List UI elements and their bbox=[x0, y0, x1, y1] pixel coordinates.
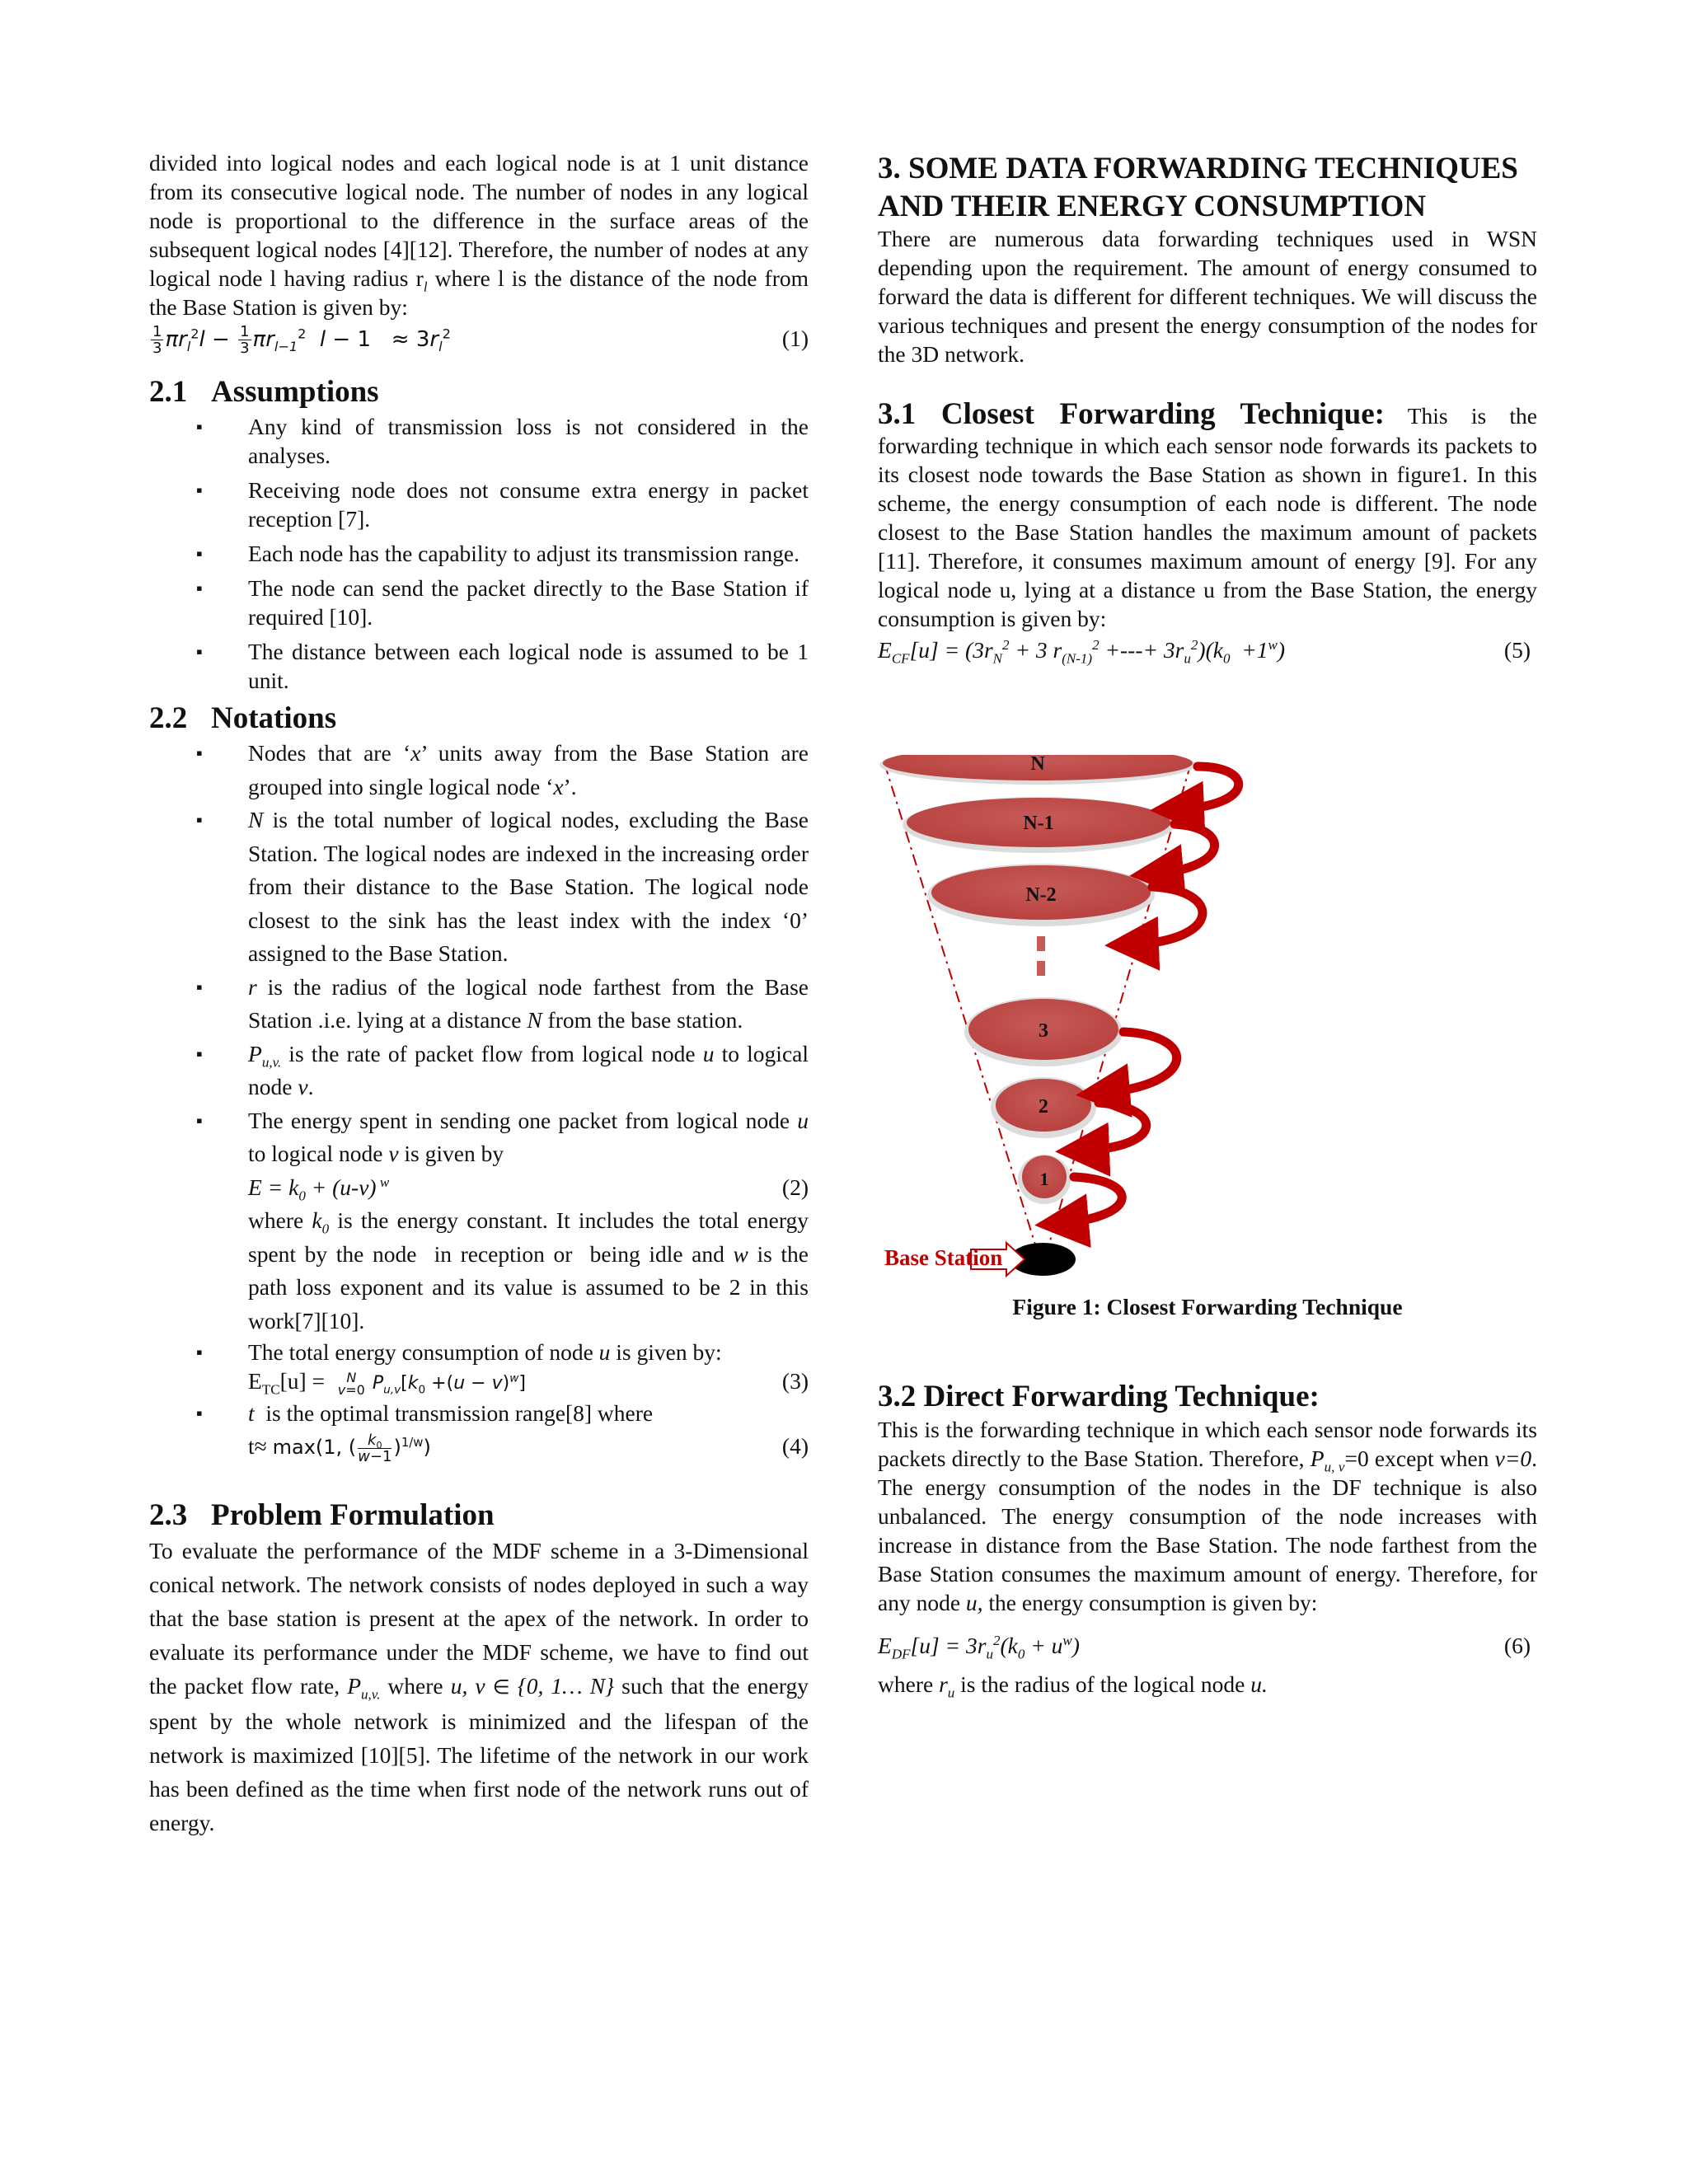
figure-1-caption: Figure 1: Closest Forwarding Technique bbox=[1012, 1294, 1403, 1319]
equation-3-number: (3) bbox=[781, 1368, 809, 1394]
equation-5: $E_{CF}[u] = (3r_N^2 + 3$ $r_{(N-1)}^2$ +---+ $3r_u^2)(k_0 +1^w)$ (5) bbox=[878, 635, 1537, 666]
disc-n bbox=[879, 755, 1196, 785]
section-3-text: There are numerous data forwarding techniques used in WSN depending upon the requirement. The amount of energy consumed to forward the data is different for different techniques. We will discuss the various techniques and present the energy consumption of the nodes for the 3D network. bbox=[878, 226, 1537, 367]
equation-4-number: (4) bbox=[781, 1433, 809, 1459]
equation-6-number: (6) bbox=[1503, 1633, 1531, 1658]
base-station-label: Base Station bbox=[884, 1245, 1003, 1270]
where-text: where $r_u$ is the radius of the logical node u. bbox=[878, 1671, 1268, 1701]
notations-list bbox=[149, 737, 809, 1466]
equation-5-number: (5) bbox=[1503, 637, 1531, 663]
equation-1-body: $\frac{1}{3}$ $\pi r_l^2l$ − $\frac{1}{3}$ $\pi r_{l-1}^2$ $l - 1 \approx 3r_l^2$ bbox=[152, 323, 451, 357]
list-item: ▪ t is the optimal transmission range[8] where t≈ max(1, ( $\frac{k_0}{w-1}$ )$^{1/w}$) (4) bbox=[248, 1399, 809, 1466]
disc-3 bbox=[964, 997, 1123, 1066]
disc-label-n-2: N-2 bbox=[1025, 884, 1057, 906]
problem-formulation-text: To evaluate the performance of the MDF scheme in a 3-Dimensional conical network. The network consists of nodes deployed in such a way that the base station is present at the apex of the network. In order to evaluate its performance under the MDF scheme, we have to find out the packet flow rate, $P_{u,v.}$ where u, v ∈ {0, 1… N} such that the energy spent by the whole network is minimized and the lifespan of the network is maximized [10][5]. The lifetime of the network in our work has been defined as the time when first node of the network runs out of energy. bbox=[149, 1538, 809, 1835]
section-3-1-paragraph: 3.1 Closest Forwarding Technique: This is the forwarding technique in which each sensor node forwards its packets to its closest node towards the Base Station as shown in figure1. In this scheme, the energy consumption of each node is different. The node closest to the Base Station handles the maximum amount of packets [11]. Therefore, it consumes maximum amount of energy [9]. For any logical node u, lying at a distance u from the Base Station, the energy consumption is given by: bbox=[878, 397, 1537, 631]
disc-2 bbox=[991, 1077, 1096, 1138]
list-item: ▪ The total energy consumption of node u is given by: $E_{TC}[u]$ = N v=0 $P_{u,v}[k_0 +(u - v)^w]$ (3) bbox=[248, 1338, 809, 1399]
list-item: ▪ r is the radius of the logical node farthest from the Base Station .i.e. lying at a distance N from the base station. bbox=[248, 971, 809, 1038]
list-item: ▪ The distance between each logical node is assumed to be 1 unit. bbox=[248, 637, 809, 695]
equation-1-number: (1) bbox=[781, 326, 809, 351]
assumptions-list bbox=[149, 412, 809, 695]
section-3-2-text: This is the forwarding technique in which each sensor node forwards its packets directly to the Base Station. Therefore, $P_{u, v}=0$ except when v=0. The energy consumption of the nodes in the DF technique is also unbalanced. The energy consumption of the node increases with increase in distance from the Base Station. The node farthest from the Base Station consumes the maximum amount of energy. Therefore, for any node u, the energy consumption is given by: bbox=[878, 1417, 1537, 1615]
disc-label-n-1: N-1 bbox=[1023, 813, 1054, 834]
section-2-1-heading: 2.1 Assumptions bbox=[149, 375, 379, 409]
arrow-1 bbox=[1062, 1177, 1122, 1223]
section-2-3-heading: 2.3 Problem Formulation bbox=[149, 1498, 495, 1532]
equation-2-number: (2) bbox=[781, 1174, 809, 1200]
disc-n-2 bbox=[927, 864, 1155, 926]
right-column bbox=[878, 148, 1537, 1699]
gap-dashes bbox=[1037, 936, 1045, 976]
list-item: ▪ Receiving node does not consume extra energy in packet reception [7]. bbox=[248, 476, 809, 533]
disc-n-1 bbox=[903, 797, 1175, 853]
intro-paragraph: divided into logical nodes and each logical node is at 1 unit distance from its consecutive logical node. The number of nodes in any logical node is proportional to the difference in the surface areas of the subsequent logical nodes [4][12]. Therefore, the number of nodes at any logical node l having radius $r_l$ where l is the distance of the node from the Base Station is given by: bbox=[149, 150, 809, 320]
list-item: ▪ Nodes that are ‘x’ units away from the Base Station are grouped into single logical node ‘x’. bbox=[248, 737, 809, 804]
list-item: ▪ Each node has the capability to adjust its transmission range. bbox=[248, 539, 809, 568]
section-3-heading: 3. SOME DATA FORWARDING TECHNIQUES AND THEIR ENERGY CONSUMPTION bbox=[878, 152, 1518, 223]
equation-3: $E_{TC}[u]$ = N v=0 $P_{u,v}[k_0 +(u - v)^w]$ (3) bbox=[248, 1368, 809, 1398]
equation-4: t≈ max(1, ( $\frac{k_0}{w-1}$ )$^{1/w}$) (4) bbox=[248, 1427, 809, 1466]
equation-1 bbox=[149, 323, 809, 366]
list-item: ▪ Any kind of transmission loss is not considered in the analyses. bbox=[248, 412, 809, 470]
equation-6: $E_{DF}[u] = 3r_u^2(k_0 + u^w)$ (6) bbox=[878, 1630, 1537, 1661]
left-column bbox=[149, 148, 809, 1840]
list-item: ▪ $P_{u,v.}$ is the rate of packet flow from logical node u to logical node v. bbox=[248, 1038, 809, 1104]
figure-1 bbox=[868, 755, 1544, 1299]
disc-1 bbox=[1018, 1155, 1071, 1204]
disc-label-3: 3 bbox=[1039, 1020, 1048, 1042]
arrow-n bbox=[1177, 766, 1239, 809]
list-item: ▪ N is the total number of logical nodes, excluding the Base Station. The logical nodes are indexed in the increasing order from their distance to the Base Station. The logical node closest to the sink has the least index with the index ‘0’ assigned to the Base Station. bbox=[248, 804, 809, 971]
disc-label-2: 2 bbox=[1039, 1096, 1048, 1118]
disc-label-1: 1 bbox=[1039, 1169, 1049, 1189]
list-item: ▪ The energy spent in sending one packet from logical node u to logical node v is given by $E = k_0 + (u-v)$ $^w$ (2) where $k_0$ is the energy constant. It includes the total energy spent by the node in reception or being idle and w is the path loss exponent and its value is assumed to be 2 in this work[7][10]. bbox=[248, 1104, 809, 1338]
list-item: ▪ The node can send the packet directly to the Base Station if required [10]. bbox=[248, 574, 809, 631]
section-2-2-heading: 2.2 Notations bbox=[149, 701, 337, 735]
equation-2: $E = k_0 + (u-v)$ $^w$ (2) bbox=[248, 1171, 809, 1205]
disc-label-n: N bbox=[1030, 755, 1045, 775]
section-3-2-heading: 3.2 Direct Forwarding Technique: bbox=[878, 1380, 1320, 1413]
funnel-diagram bbox=[868, 755, 1544, 1299]
section-3-1-heading: 3.1 Closest Forwarding Technique: bbox=[878, 397, 1385, 431]
